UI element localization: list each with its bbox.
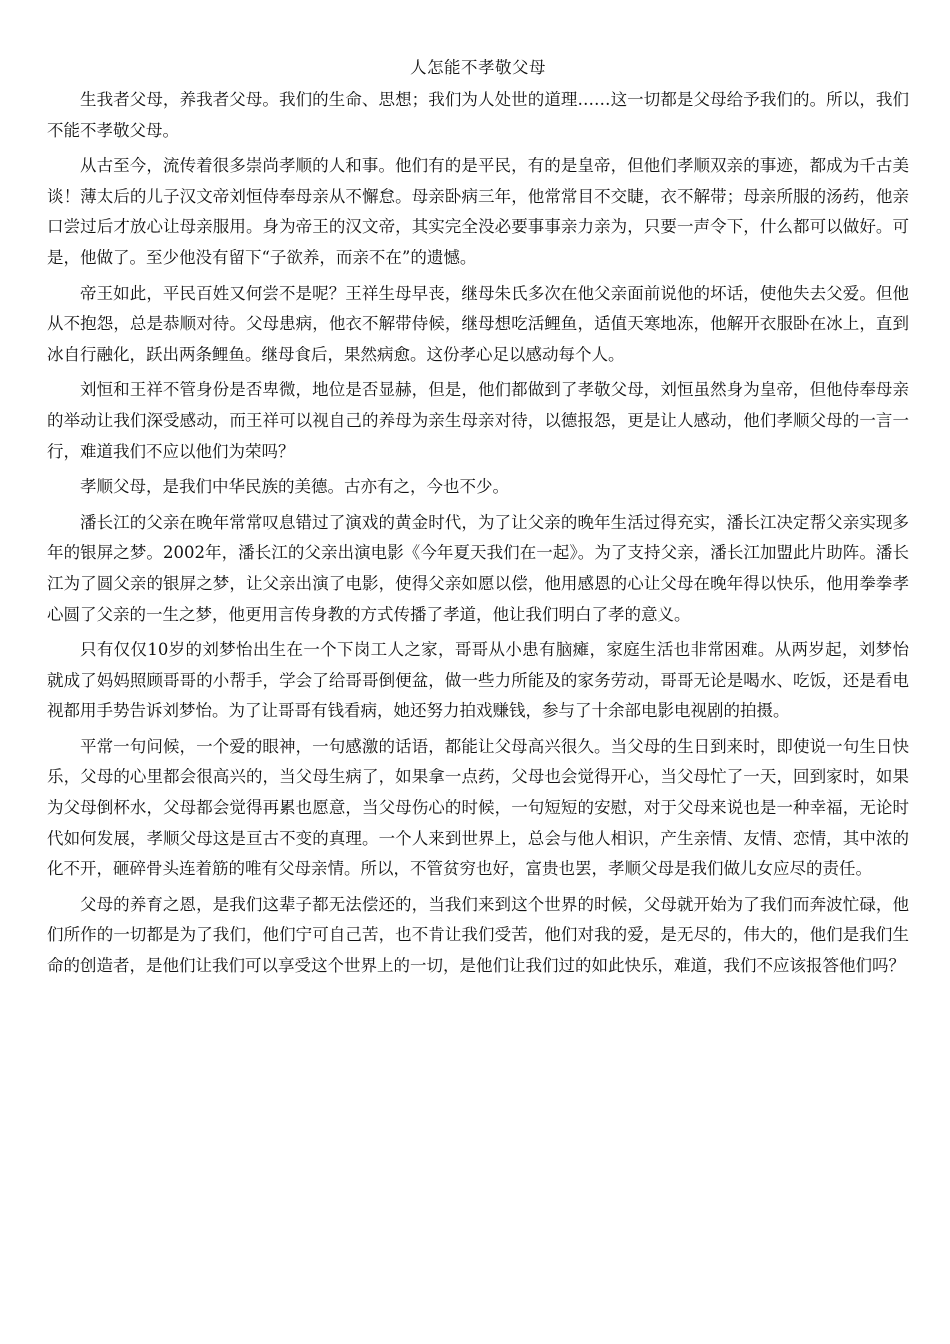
paragraph-3: 帝王如此，平民百姓又何尝不是呢？王祥生母早丧，继母朱氏多次在他父亲面前说他的坏话，使他失去父爱。但他从不抱怨，总是恭顺对待。父母患病，他衣不解带侍候，继母想吃活鲤鱼，适值天寒地冻，他解开衣服卧在冰上，直到冰自行融化，跃出两条鲤鱼。继母食后，果然病愈。这份孝心足以感动每个人。 bbox=[47, 283, 909, 364]
paragraph-5: 孝顺父母，是我们中华民族的美德。古亦有之，今也不少。 bbox=[80, 477, 509, 497]
document-page bbox=[47, 53, 909, 987]
paragraph-8: 平常一句问候，一个爱的眼神，一句感激的话语，都能让父母高兴很久。当父母的生日到来时，即使说一句生日快乐，父母的心里都会很高兴的，当父母生病了，如果拿一点药，父母也会觉得开心，当父母忙了一天，回到家时，如果为父母倒杯水，父母都会觉得再累也愿意，当父母伤心的时候，一句短短的安慰，对于父母来说也是一种幸福，无论时代如何发展，孝顺父母这是亘古不变的真理。一个人来到世界上，总会与他人相识，产生亲情、友情、恋情，其中浓的化不开，砸碎骨头连着筋的唯有父母亲情。所以，不管贫穷也好，富贵也罢，孝顺父母是我们做儿女应尽的责任。 bbox=[47, 736, 909, 879]
paragraph-4: 刘恒和王祥不管身份是否卑微，地位是否显赫，但是，他们都做到了孝敬父母，刘恒虽然身为皇帝，但他侍奉母亲的举动让我们深受感动，而王祥可以视自己的养母为亲生母亲对待，以德报怨，更是让人感动，他们孝顺父母的一言一行，难道我们不应以他们为荣吗？ bbox=[47, 380, 909, 461]
paragraph-1: 生我者父母，养我者父母。我们的生命、思想；我们为人处世的道理……这一切都是父母给予我们的。所以，我们不能不孝敬父母。 bbox=[47, 90, 909, 140]
paragraph-2: 从古至今，流传着很多崇尚孝顺的人和事。他们有的是平民，有的是皇帝，但他们孝顺双亲的事迹，都成为千古美谈！薄太后的儿子汉文帝刘恒侍奉母亲从不懈怠。母亲卧病三年，他常常目不交睫，衣不解带；母亲所服的汤药，他亲口尝过后才放心让母亲服用。身为帝王的汉文帝，其实完全没必要事事亲力亲为，只要一声令下，什么都可以做好。可是，他做了。至少他没有留下“子欲养，而亲不在”的遗憾。 bbox=[47, 156, 909, 267]
paragraph-9: 父母的养育之恩，是我们这辈子都无法偿还的，当我们来到这个世界的时候，父母就开始为了我们而奔波忙碌，他们所作的一切都是为了我们，他们宁可自己苦，也不肯让我们受苦，他们对我的爱，是无尽的，伟大的，他们是我们生命的创造者，是他们让我们可以享受这个世界上的一切，是他们让我们过的如此快乐，难道，我们不应该报答他们吗？ bbox=[47, 894, 909, 976]
paragraph-6: 潘长江的父亲在晚年常常叹息错过了演戏的黄金时代，为了让父亲的晚年生活过得充实，潘长江决定帮父亲实现多年的银屏之梦。2002年，潘长江的父亲出演电影《今年夏天我们在一起》。为了支持父亲，潘长江加盟此片助阵。潘长江为了圆父亲的银屏之梦，让父亲出演了电影，使得父亲如愿以偿，他用感恩的心让父母在晚年得以快乐，他用拳拳孝心圆了父亲的一生之梦，他更用言传身教的方式传播了孝道，他让我们明白了孝的意义。 bbox=[47, 512, 909, 624]
paragraph-7: 只有仅仅10岁的刘梦怡出生在一个下岗工人之家，哥哥从小患有脑瘫，家庭生活也非常困难。从两岁起，刘梦怡就成了妈妈照顾哥哥的小帮手，学会了给哥哥倒便盆，做一些力所能及的家务劳动，哥哥无论是喝水、吃饭，还是看电视都用手势告诉刘梦怡。为了让哥哥有钱看病，她还努力拍戏赚钱，参与了十余部电影电视剧的拍摄。 bbox=[47, 640, 909, 721]
document-title: 人怎能不孝敬父母 bbox=[410, 58, 546, 77]
